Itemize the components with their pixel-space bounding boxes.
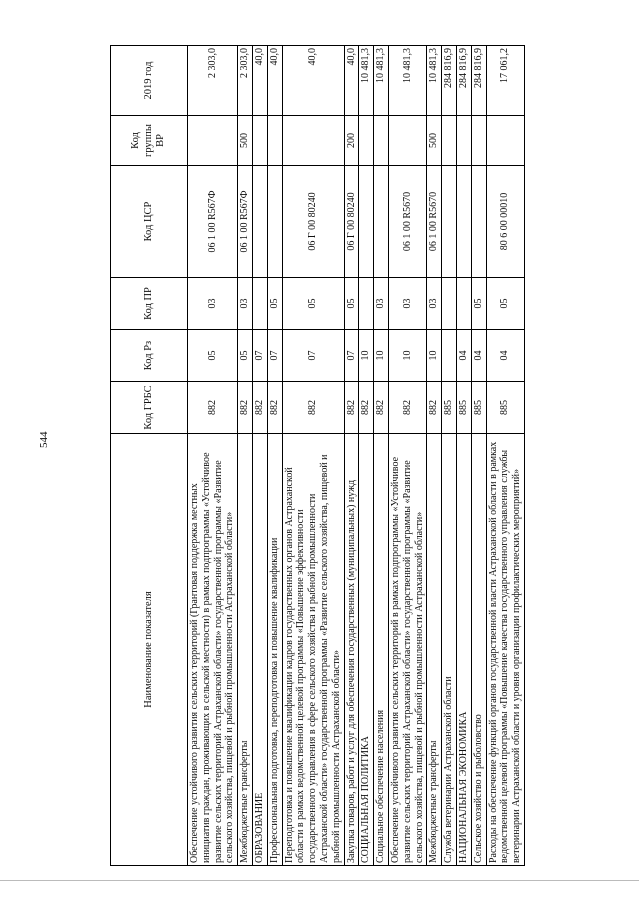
- cell-rz: 07: [267, 330, 282, 382]
- cell-csr: 06 1 00 R5670: [427, 166, 442, 278]
- cell-csr: 06 1 00 R5670: [388, 166, 426, 278]
- cell-vr: [282, 116, 344, 166]
- cell-vr: [359, 116, 374, 166]
- cell-pr: [442, 278, 457, 330]
- table-row: [486, 46, 524, 866]
- cell-vr: 200: [344, 116, 359, 166]
- header-rz: Код Рз: [111, 330, 188, 382]
- cell-value: 10 481,3: [427, 46, 442, 116]
- cell-grbs: 882: [388, 382, 426, 434]
- budget-table: [110, 45, 525, 866]
- cell-pr: 05: [267, 278, 282, 330]
- cell-value: 40,0: [344, 46, 359, 116]
- page-number: 544: [38, 431, 50, 448]
- cell-csr: [374, 166, 389, 278]
- cell-rz: 04: [456, 330, 471, 382]
- cell-name: Сельское хозяйство и рыболовство: [471, 434, 486, 866]
- cell-value: 40,0: [252, 46, 267, 116]
- cell-rz: 07: [344, 330, 359, 382]
- table-row: [388, 46, 426, 866]
- cell-name: Обеспечение устойчивого развития сельских территорий в рамках подпрограммы «Устойчивое развитие сельских территорий Астраханской области» государственной программы «Развитие сельского хозяйства, пищевой и рыбной промышленности Астраханской области»: [388, 434, 426, 866]
- cell-csr: 06 1 00 R567Ф: [188, 166, 238, 278]
- cell-csr: [456, 166, 471, 278]
- header-year: 2019 год: [111, 46, 188, 116]
- cell-name: Переподготовка и повышение квалификации кадров государственных органов Астраханской области в рамках ведомственной целевой программы «Повышение эффективности государственного управления в сфере сельского хозяйства и рыбной промышленности Астраханской области» государственной программы «Развитие сельского хозяйства, пищевой и рыбной промышленности Астраханской области»: [282, 434, 344, 866]
- cell-value: 2 303,0: [238, 46, 253, 116]
- cell-rz: 10: [374, 330, 389, 382]
- table-row: [427, 46, 442, 866]
- header-grbs: Код ГРБС: [111, 382, 188, 434]
- cell-pr: 05: [486, 278, 524, 330]
- cell-grbs: 882: [188, 382, 238, 434]
- cell-vr: [374, 116, 389, 166]
- header-name: Наименование показателя: [111, 434, 188, 866]
- cell-vr: 500: [238, 116, 253, 166]
- cell-vr: [486, 116, 524, 166]
- cell-rz: 10: [427, 330, 442, 382]
- cell-name: Служба ветеринарии Астраханской области: [442, 434, 457, 866]
- cell-csr: [442, 166, 457, 278]
- cell-grbs: 882: [427, 382, 442, 434]
- header-csr: Код ЦСР: [111, 166, 188, 278]
- cell-value: 40,0: [282, 46, 344, 116]
- cell-rz: 07: [282, 330, 344, 382]
- cell-rz: 04: [486, 330, 524, 382]
- cell-name: СОЦИАЛЬНАЯ ПОЛИТИКА: [359, 434, 374, 866]
- cell-value: 40,0: [267, 46, 282, 116]
- cell-pr: [252, 278, 267, 330]
- cell-grbs: 882: [359, 382, 374, 434]
- cell-pr: 03: [427, 278, 442, 330]
- cell-pr: [359, 278, 374, 330]
- cell-name: Межбюджетные трансферты: [427, 434, 442, 866]
- cell-csr: [252, 166, 267, 278]
- table-row: [374, 46, 389, 866]
- cell-name: Закупка товаров, работ и услуг для обеспечения государственных (муниципальных) нужд: [344, 434, 359, 866]
- cell-value: 10 481,3: [388, 46, 426, 116]
- cell-rz: 10: [388, 330, 426, 382]
- cell-csr: [471, 166, 486, 278]
- cell-vr: [388, 116, 426, 166]
- table-row: [442, 46, 457, 866]
- cell-grbs: 882: [344, 382, 359, 434]
- cell-grbs: 882: [282, 382, 344, 434]
- cell-value: 17 061,2: [486, 46, 524, 116]
- cell-rz: 05: [238, 330, 253, 382]
- cell-rz: [442, 330, 457, 382]
- header-vr: Код группы ВР: [111, 116, 188, 166]
- scan-edge-line: [0, 880, 639, 881]
- cell-grbs: 885: [486, 382, 524, 434]
- cell-value: 10 481,3: [359, 46, 374, 116]
- cell-csr: 06 Г 00 80240: [344, 166, 359, 278]
- cell-pr: [456, 278, 471, 330]
- cell-vr: [442, 116, 457, 166]
- cell-pr: 03: [374, 278, 389, 330]
- cell-csr: 06 1 00 R567Ф: [238, 166, 253, 278]
- cell-pr: 03: [238, 278, 253, 330]
- cell-value: 284 816,9: [442, 46, 457, 116]
- table-body: [188, 46, 525, 866]
- cell-pr: 05: [282, 278, 344, 330]
- cell-vr: [456, 116, 471, 166]
- cell-rz: 04: [471, 330, 486, 382]
- budget-table-container: [110, 46, 540, 866]
- table-row: [471, 46, 486, 866]
- cell-pr: 05: [471, 278, 486, 330]
- cell-csr: 80 6 00 00010: [486, 166, 524, 278]
- table-row: [456, 46, 471, 866]
- cell-grbs: 882: [267, 382, 282, 434]
- table-row: [282, 46, 344, 866]
- cell-name: НАЦИОНАЛЬНАЯ ЭКОНОМИКА: [456, 434, 471, 866]
- cell-vr: 500: [427, 116, 442, 166]
- cell-vr: [188, 116, 238, 166]
- table-row: [252, 46, 267, 866]
- cell-name: Профессиональная подготовка, переподготовка и повышение квалификации: [267, 434, 282, 866]
- table-row: [238, 46, 253, 866]
- cell-vr: [252, 116, 267, 166]
- cell-csr: [359, 166, 374, 278]
- header-pr: Код ПР: [111, 278, 188, 330]
- table-header-row: [111, 46, 188, 866]
- cell-value: 10 481,3: [374, 46, 389, 116]
- cell-rz: 05: [188, 330, 238, 382]
- cell-pr: 03: [188, 278, 238, 330]
- cell-name: Межбюджетные трансферты: [238, 434, 253, 866]
- cell-value: 2 303,0: [188, 46, 238, 116]
- cell-rz: 07: [252, 330, 267, 382]
- cell-grbs: 882: [238, 382, 253, 434]
- cell-name: Расходы на обеспечение функций органов государственной власти Астраханской области в рамках ведомственной целевой программы «Повышение качества государственного управления службы ветеринарии Астраханской области и уровня организации профилактических мероприятий»: [486, 434, 524, 866]
- cell-grbs: 882: [252, 382, 267, 434]
- table-row: [359, 46, 374, 866]
- cell-value: 284 816,9: [471, 46, 486, 116]
- cell-grbs: 885: [456, 382, 471, 434]
- cell-vr: [471, 116, 486, 166]
- table-row: [344, 46, 359, 866]
- cell-name: Обеспечение устойчивого развития сельских территорий (Грантовая поддержка местных инициатив граждан, проживающих в сельской местности) в рамках подпрограммы «Устойчивое развитие сельских территорий Астраханской области» государственной программы «Развитие сельского хозяйства, пищевой и рыбной промышленности Астраханской области»: [188, 434, 238, 866]
- cell-name: ОБРАЗОВАНИЕ: [252, 434, 267, 866]
- cell-csr: 06 Г 00 80240: [282, 166, 344, 278]
- cell-name: Социальное обеспечение населения: [374, 434, 389, 866]
- cell-rz: 10: [359, 330, 374, 382]
- cell-grbs: 885: [471, 382, 486, 434]
- cell-vr: [267, 116, 282, 166]
- cell-pr: 05: [344, 278, 359, 330]
- cell-grbs: 882: [374, 382, 389, 434]
- cell-pr: 03: [388, 278, 426, 330]
- table-row: [267, 46, 282, 866]
- cell-csr: [267, 166, 282, 278]
- table-row: [188, 46, 238, 866]
- cell-grbs: 885: [442, 382, 457, 434]
- cell-value: 284 816,9: [456, 46, 471, 116]
